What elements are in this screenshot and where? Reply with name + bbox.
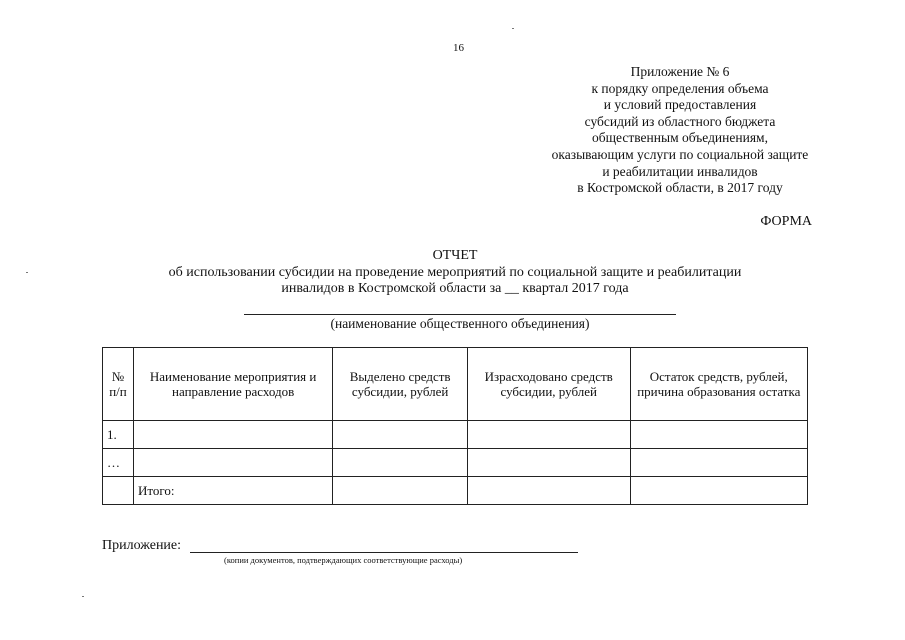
- cell-no: [103, 477, 134, 505]
- cell-allocated: [333, 477, 468, 505]
- appendix-line: субсидий из областного бюджета: [584, 113, 776, 129]
- cell-allocated: [333, 421, 468, 449]
- cell-name: [133, 421, 332, 449]
- attachment-caption: (копии документов, подтверждающих соответствующие расходы): [224, 555, 463, 565]
- appendix-line: общественным объединениям,: [592, 130, 768, 146]
- form-label: ФОРМА: [760, 214, 812, 229]
- header-name: Наименование мероприятия и направление расходов: [133, 348, 332, 421]
- appendix-line: и реабилитации инвалидов: [602, 163, 758, 179]
- cell-spent: [467, 449, 630, 477]
- attachment-label: Приложение:: [102, 538, 182, 553]
- header-no: № п/п: [103, 348, 134, 421]
- report-subtitle-line-1: об использовании субсидии на проведение мероприятий по социальной защите и реабилитации: [168, 265, 742, 280]
- table-row: [103, 449, 808, 477]
- scan-speck: [512, 28, 514, 29]
- cell-allocated: [333, 449, 468, 477]
- attachment-line: [190, 552, 578, 553]
- table-row-total: [103, 477, 808, 505]
- page-number: 16: [453, 42, 464, 54]
- org-name-line: [244, 314, 676, 315]
- cell-name: [133, 449, 332, 477]
- cell-total-label: Итого:: [133, 477, 332, 505]
- table-header-row: [103, 348, 808, 421]
- header-allocated: Выделено средств субсидии, рублей: [333, 348, 468, 421]
- cell-remainder: [630, 421, 807, 449]
- cell-spent: [467, 477, 630, 505]
- report-table: [102, 347, 808, 505]
- appendix-line: Приложение № 6: [630, 64, 730, 79]
- scan-speck: [82, 596, 84, 597]
- header-spent: Израсходовано средств субсидии, рублей: [467, 348, 630, 421]
- cell-no: …: [103, 449, 134, 477]
- report-subtitle-line-2: инвалидов в Костромской области за __ квартал 2017 года: [281, 281, 629, 296]
- cell-spent: [467, 421, 630, 449]
- appendix-line: и условий предоставления: [603, 97, 757, 113]
- cell-remainder: [630, 477, 807, 505]
- scan-speck: [26, 272, 28, 273]
- appendix-block: [520, 64, 840, 197]
- appendix-line: оказывающим услуги по социальной защите: [551, 146, 809, 162]
- cell-remainder: [630, 449, 807, 477]
- cell-no: 1.: [103, 421, 134, 449]
- report-title: ОТЧЕТ: [432, 248, 478, 263]
- table-row: [103, 421, 808, 449]
- header-remainder: Остаток средств, рублей, причина образования остатка: [630, 348, 807, 421]
- appendix-line: к порядку определения объема: [591, 80, 769, 96]
- org-name-caption: (наименование общественного объединения): [330, 316, 590, 331]
- report-subtitle: [100, 265, 810, 297]
- appendix-line: в Костромской области, в 2017 году: [577, 180, 783, 196]
